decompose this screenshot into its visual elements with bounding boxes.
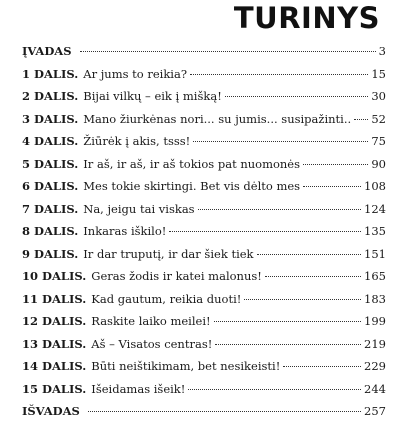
toc-entry-title: Išeidamas išeik! [91, 381, 186, 396]
toc-leader-dots [265, 276, 361, 277]
toc-row-part-8 [22, 224, 386, 247]
toc-entry-title: Na, jeigu tai viskas [83, 201, 195, 216]
toc-row-part-7 [22, 202, 386, 225]
toc-part-label: 14 DALIS. [22, 359, 87, 373]
toc-part-label: 7 DALIS. [22, 201, 79, 216]
toc-entry-title: Ar jums to reikia? [83, 66, 188, 81]
toc-entry-title: Ir dar truputį, ir dar šiek tiek [83, 246, 254, 261]
toc-page-number: 151 [364, 246, 386, 261]
toc-leader-dots [188, 389, 361, 390]
toc-part-label: 5 DALIS. [22, 156, 79, 171]
toc-part-label: 8 DALIS. [22, 224, 79, 238]
toc-leader-dots [190, 74, 368, 75]
toc-page-number: 15 [371, 66, 386, 81]
toc-row-part-1 [22, 67, 386, 90]
toc-part-label: 1 DALIS. [22, 66, 79, 81]
toc-page-number: 165 [364, 269, 386, 283]
toc-row-part-15 [22, 382, 386, 405]
toc-leader-dots [88, 411, 361, 412]
toc-part-label: 10 DALIS. [22, 269, 87, 283]
toc-entry-title: Geras žodis ir katei malonus! [91, 269, 262, 283]
toc-row-part-12 [22, 314, 386, 337]
toc-entry-title: Mes tokie skirtingi. Bet vis dėlto mes [83, 179, 301, 193]
toc-leader-dots [257, 254, 362, 255]
toc-page-number: 30 [371, 89, 386, 103]
toc-page-number: 75 [371, 134, 386, 148]
toc-entry-title: Žiūrėk į akis, tsss! [83, 134, 191, 148]
toc-leader-dots [215, 344, 361, 345]
toc-part-label: 2 DALIS. [22, 89, 79, 103]
toc-part-label: ĮVADAS [22, 44, 72, 58]
toc-entry-title: Ir aš, ir aš, ir aš tokios pat nuomonės [83, 156, 301, 171]
toc-part-label: IŠVADAS [22, 404, 80, 418]
toc-entry-title: Bijai vilkų – eik į mišką! [83, 89, 222, 103]
toc-row-part-14 [22, 359, 386, 382]
toc-row-intro [22, 44, 386, 67]
toc-part-label: 11 DALIS. [22, 291, 87, 306]
toc-leader-dots [80, 51, 376, 52]
toc-page-number: 135 [364, 224, 386, 238]
toc-page-number: 183 [364, 291, 386, 306]
toc-row-part-5 [22, 157, 386, 180]
toc-page-number: 244 [364, 381, 386, 396]
toc-page-number: 229 [364, 359, 386, 373]
toc-page-number: 199 [364, 314, 386, 328]
toc-leader-dots [169, 231, 361, 232]
toc-entry-title: Mano žiurkėnas nori... su jumis... susipažinti.. [83, 111, 352, 126]
toc-leader-dots [303, 186, 361, 187]
toc-row-part-3 [22, 112, 386, 135]
toc-row-part-4 [22, 134, 386, 157]
toc-row-part-10 [22, 269, 386, 292]
toc-leader-dots [214, 321, 361, 322]
toc-page-number: 52 [371, 111, 386, 126]
toc-entry-title: Aš – Visatos centras! [91, 336, 213, 351]
toc-entry-title: Raskite laiko meilei! [91, 314, 211, 328]
toc-row-conclusions [22, 404, 386, 427]
toc-leader-dots [198, 209, 361, 210]
toc-page-number: 219 [364, 336, 386, 351]
toc-part-label: 13 DALIS. [22, 336, 87, 351]
toc-row-part-6 [22, 179, 386, 202]
toc-page-number: 3 [378, 44, 386, 58]
page-title: TURINYS [233, 1, 380, 35]
toc-row-part-2 [22, 89, 386, 112]
toc-part-label: 15 DALIS. [22, 381, 87, 396]
toc-page-number: 90 [371, 156, 386, 171]
toc-page-number: 108 [364, 179, 386, 193]
toc-leader-dots [283, 366, 361, 367]
toc-part-label: 12 DALIS. [22, 314, 87, 328]
toc-entry-title: Būti neištikimam, bet nesikeisti! [91, 359, 281, 373]
toc-part-label: 9 DALIS. [22, 246, 79, 261]
toc-leader-dots [193, 141, 368, 142]
toc-page-number: 124 [364, 201, 386, 216]
toc-leader-dots [225, 96, 369, 97]
toc-leader-dots [354, 119, 368, 120]
toc-leader-dots [303, 164, 368, 165]
toc-part-label: 3 DALIS. [22, 111, 79, 126]
toc-page-number: 257 [364, 404, 386, 418]
toc-row-part-11 [22, 292, 386, 315]
toc-row-part-9 [22, 247, 386, 270]
toc-entry-title: Inkaras iškilo! [83, 224, 167, 238]
toc-row-part-13 [22, 337, 386, 360]
toc-part-label: 6 DALIS. [22, 179, 79, 193]
table-of-contents [22, 44, 386, 427]
toc-entry-title: Kad gautum, reikia duoti! [91, 291, 242, 306]
toc-leader-dots [244, 299, 361, 300]
toc-part-label: 4 DALIS. [22, 134, 79, 148]
